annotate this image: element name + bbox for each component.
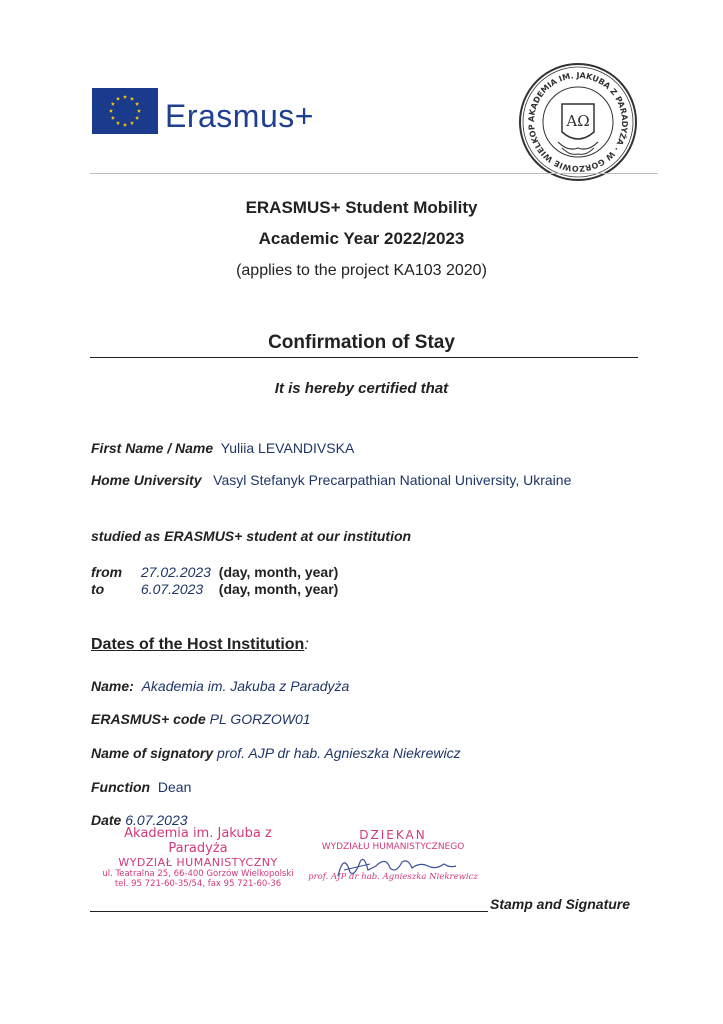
host-section-title-text: Dates of the Host Institution [91, 636, 305, 653]
confirmation-title: Confirmation of Stay [268, 332, 455, 353]
erasmus-code-row [91, 711, 311, 727]
stamp-right-line-2: WYDZIAŁU HUMANISTYCZNEGO [321, 842, 465, 852]
title-line-3: (applies to the project KA103 2020) [236, 262, 487, 279]
student-name-value: Yuliia LEVANDIVSKA [220, 440, 355, 456]
host-section-title [91, 636, 309, 654]
signatory-value: prof. AJP dr hab. Agnieszka Niekrewicz [217, 745, 461, 761]
university-seal [518, 62, 638, 182]
header-divider [90, 173, 658, 174]
eu-flag-logo [92, 88, 158, 134]
to-format-note: (day, month, year) [218, 581, 339, 597]
erasmus-code-label: ERASMUS+ code [91, 711, 206, 727]
erasmus-code-value: PL GORZOW01 [209, 711, 311, 727]
date-label: Date [91, 812, 122, 828]
title-line-2: Academic Year 2022/2023 [258, 229, 465, 248]
stamp-right-line-1: DZIEKAN [359, 828, 427, 842]
from-label: from [91, 564, 123, 580]
stamp-left-line-1: Akademia im. Jakuba z Paradyża [124, 826, 272, 856]
function-value: Dean [157, 779, 192, 795]
stamp-right-line-3: prof. AJP dr hab. Agnieszka Niekrewicz [308, 872, 478, 882]
certified-text: It is hereby certified that [274, 380, 449, 397]
date-value: 6.07.2023 [125, 812, 188, 828]
seal-letters: AΩ [566, 112, 590, 130]
date-to-row [91, 581, 338, 597]
from-format-note: (day, month, year) [218, 564, 339, 580]
host-section-colon: : [304, 636, 309, 653]
handwritten-signature [330, 848, 460, 882]
stamp-left-line-2: WYDZIAŁ HUMANISTYCZNY [118, 856, 278, 869]
studied-text [91, 528, 411, 544]
home-university-label: Home University [91, 472, 202, 488]
seal-ring-text: AKADEMIA IM. JAKUBA Z PARADYŻA · W GORZOWIE WIELKOP [526, 70, 630, 174]
home-university-value: Vasyl Stefanyk Precarpathian National University, Ukraine [213, 472, 572, 488]
title-line-1: ERASMUS+ Student Mobility [245, 198, 478, 217]
to-value: 6.07.2023 [140, 581, 204, 597]
stamp-signature-label: Stamp and Signature [490, 896, 631, 912]
host-name-row [91, 678, 349, 694]
signatory-label: Name of signatory [91, 745, 214, 761]
student-name-row [91, 440, 354, 456]
eu-stars-icon [92, 88, 158, 134]
from-value: 27.02.2023 [140, 564, 211, 580]
to-label: to [91, 581, 105, 597]
function-label: Function [91, 779, 151, 795]
host-name-label: Name: [91, 678, 134, 694]
studied-statement: studied as ERASMUS+ student at our institution [91, 528, 412, 544]
erasmus-brand-name: Erasmus+ [165, 98, 314, 134]
date-from-row [91, 564, 338, 580]
faculty-stamp [98, 826, 298, 889]
home-university-row [91, 472, 571, 488]
function-row [91, 779, 191, 795]
student-name-label: First Name / Name [91, 440, 214, 456]
host-name-value: Akademia im. Jakuba z Paradyża [141, 678, 350, 694]
signatory-row [91, 745, 461, 761]
confirmation-divider [90, 357, 638, 358]
stamp-left-line-4: tel. 95 721-60-35/54, fax 95 721-60-36 [114, 879, 282, 889]
stamp-left-line-3: ul. Teatralna 25, 66-400 Gorzów Wielkopolski [102, 869, 294, 879]
signature-line [90, 911, 488, 912]
